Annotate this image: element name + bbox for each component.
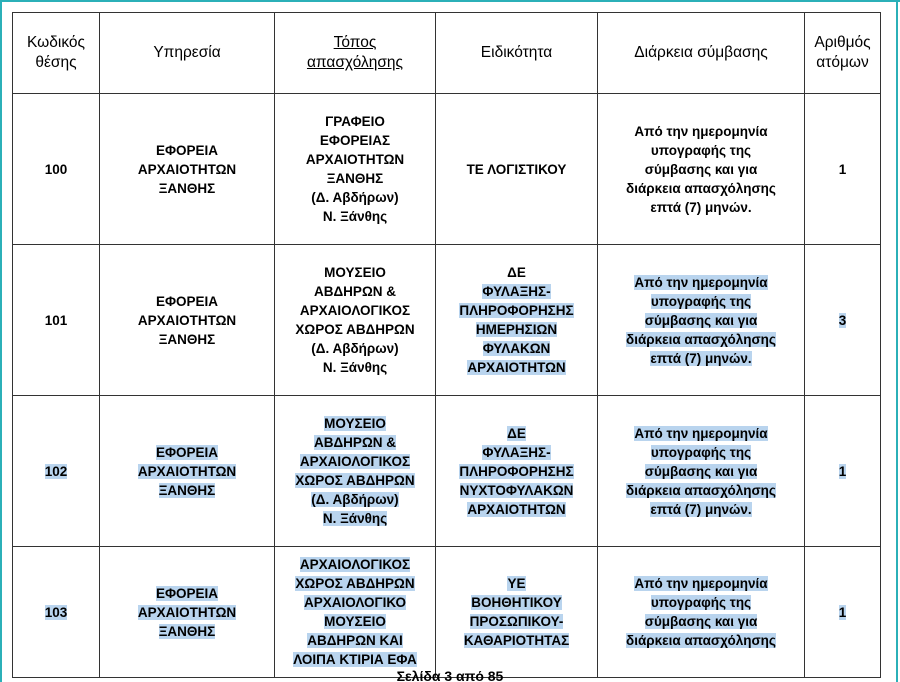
cell-duration: Από την ημερομηνία υπογραφής της σύμβασης και για διάρκεια απασχόλησης επτά (7) μηνών. xyxy=(598,245,805,396)
cell-code: 102 xyxy=(13,396,100,547)
cell-count: 1 xyxy=(805,547,881,678)
table-row xyxy=(13,396,881,547)
positions-table xyxy=(12,12,881,678)
cell-code: 103 xyxy=(13,547,100,678)
header-service: Υπηρεσία xyxy=(100,13,275,94)
header-contract-duration: Διάρκεια σύμβασης xyxy=(598,13,805,94)
cell-specialty: ΔΕ ΦΥΛΑΞΗΣ- ΠΛΗΡΟΦΟΡΗΣΗΣ ΝΥΧΤΟΦΥΛΑΚΩΝ ΑΡΧΑΙΟΤΗΤΩΝ xyxy=(436,396,598,547)
right-frame-line xyxy=(896,0,898,682)
cell-specialty: ΥΕ ΒΟΗΘΗΤΙΚΟΥ ΠΡΟΣΩΠΙΚΟΥ- ΚΑΘΑΡΙΟΤΗΤΑΣ xyxy=(436,547,598,678)
cell-duration: Από την ημερομηνία υπογραφής της σύμβασης και για διάρκεια απασχόλησης επτά (7) μηνών. xyxy=(598,94,805,245)
cell-service: ΕΦΟΡΕΙΑ ΑΡΧΑΙΟΤΗΤΩΝ ΞΑΝΘΗΣ xyxy=(100,396,275,547)
cell-location: ΑΡΧΑΙΟΛΟΓΙΚΟΣ ΧΩΡΟΣ ΑΒΔΗΡΩΝ ΑΡΧΑΙΟΛΟΓΙΚΟ ΜΟΥΣΕΙΟ ΑΒΔΗΡΩΝ ΚΑΙ ΛΟΙΠΑ ΚΤΙΡΙΑ ΕΦΑ xyxy=(275,547,436,678)
top-frame-line xyxy=(0,0,900,2)
cell-location: ΓΡΑΦΕΙΟ ΕΦΟΡΕΙΑΣ ΑΡΧΑΙΟΤΗΤΩΝ ΞΑΝΘΗΣ (Δ. Αβδήρων) Ν. Ξάνθης xyxy=(275,94,436,245)
cell-count: 1 xyxy=(805,396,881,547)
cell-location: ΜΟΥΣΕΙΟ ΑΒΔΗΡΩΝ & ΑΡΧΑΙΟΛΟΓΙΚΟΣ ΧΩΡΟΣ ΑΒΔΗΡΩΝ (Δ. Αβδήρων) Ν. Ξάνθης xyxy=(275,245,436,396)
table-header-row xyxy=(13,13,881,94)
table-row xyxy=(13,94,881,245)
cell-location: ΜΟΥΣΕΙΟ ΑΒΔΗΡΩΝ & ΑΡΧΑΙΟΛΟΓΙΚΟΣ ΧΩΡΟΣ ΑΒΔΗΡΩΝ (Δ. Αβδήρων) Ν. Ξάνθης xyxy=(275,396,436,547)
cell-specialty: ΤΕ ΛΟΓΙΣΤΙΚΟΥ xyxy=(436,94,598,245)
table-row xyxy=(13,547,881,678)
header-number-of-persons: Αριθμός ατόμων xyxy=(805,13,881,94)
cell-duration: Από την ημερομηνία υπογραφής της σύμβασης και για διάρκεια απασχόλησης επτά (7) μηνών. xyxy=(598,396,805,547)
left-frame-line xyxy=(0,0,2,682)
cell-service: ΕΦΟΡΕΙΑ ΑΡΧΑΙΟΤΗΤΩΝ ΞΑΝΘΗΣ xyxy=(100,245,275,396)
header-specialty: Ειδικότητα xyxy=(436,13,598,94)
cell-code: 101 xyxy=(13,245,100,396)
cell-service: ΕΦΟΡΕΙΑ ΑΡΧΑΙΟΤΗΤΩΝ ΞΑΝΘΗΣ xyxy=(100,547,275,678)
cell-count: 3 xyxy=(805,245,881,396)
page-number-footer: Σελίδα 3 από 85 xyxy=(396,668,504,682)
header-position-code: Κωδικός θέσης xyxy=(13,13,100,94)
cell-code: 100 xyxy=(13,94,100,245)
cell-count: 1 xyxy=(805,94,881,245)
cell-duration: Από την ημερομηνία υπογραφής της σύμβασης και για διάρκεια απασχόλησης xyxy=(598,547,805,678)
table-row xyxy=(13,245,881,396)
header-location: Τόπος απασχόλησης xyxy=(275,13,436,94)
cell-service: ΕΦΟΡΕΙΑ ΑΡΧΑΙΟΤΗΤΩΝ ΞΑΝΘΗΣ xyxy=(100,94,275,245)
cell-specialty: ΔΕ ΦΥΛΑΞΗΣ- ΠΛΗΡΟΦΟΡΗΣΗΣ ΗΜΕΡΗΣΙΩΝ ΦΥΛΑΚΩΝ ΑΡΧΑΙΟΤΗΤΩΝ xyxy=(436,245,598,396)
